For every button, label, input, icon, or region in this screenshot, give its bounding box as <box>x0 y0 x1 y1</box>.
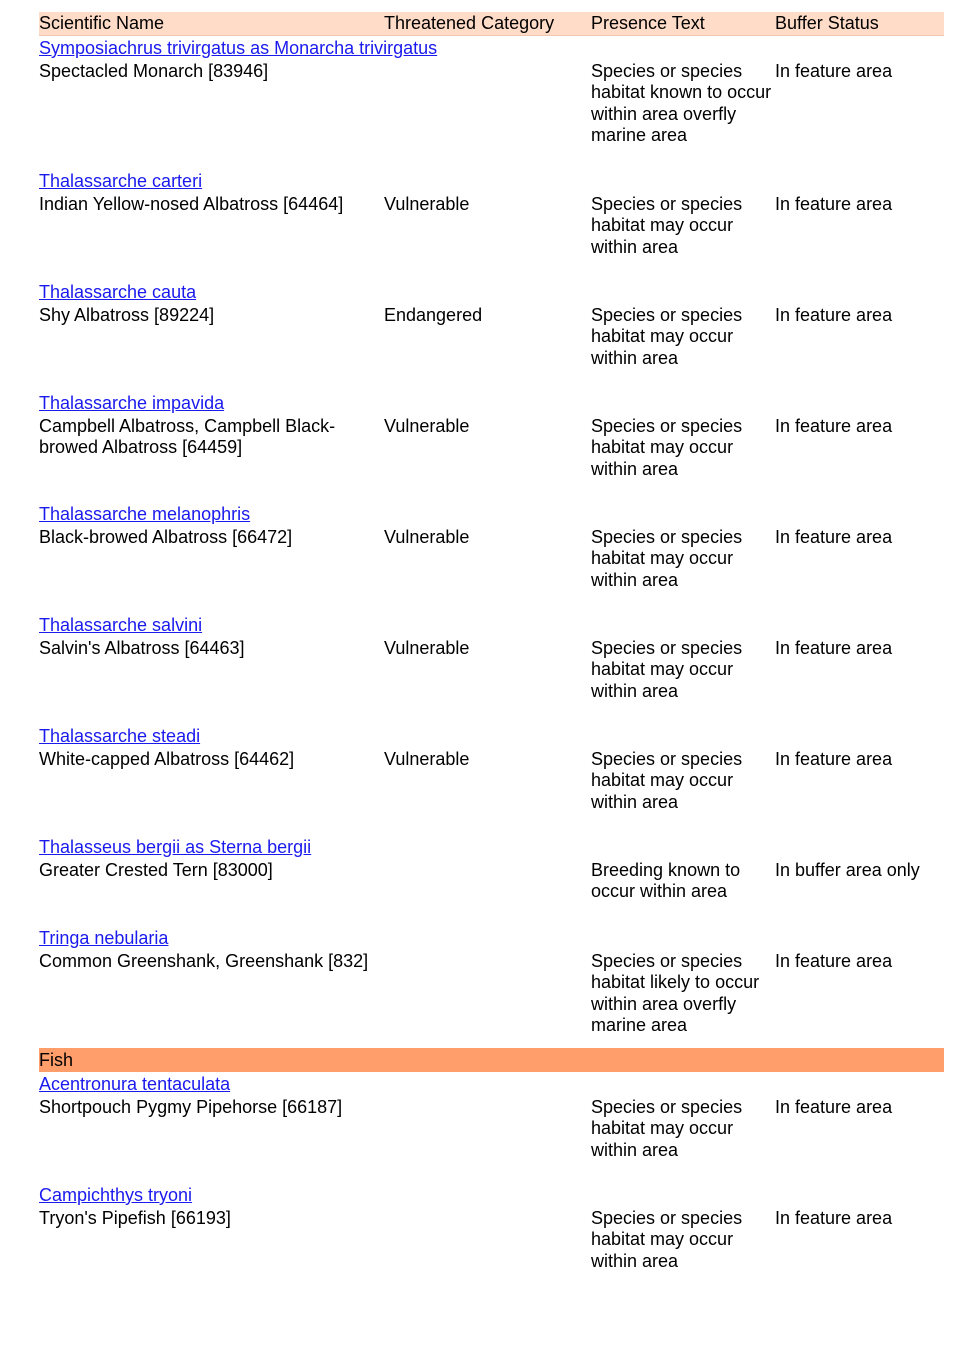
presence-text: Species or species habitat may occur within area <box>591 416 743 479</box>
species-link[interactable]: Thalassarche impavida <box>39 393 225 413</box>
species-entry <box>39 835 944 926</box>
species-entry <box>39 391 944 502</box>
threatened-category <box>384 60 591 147</box>
species-entry <box>39 613 944 724</box>
common-name: Campbell Albatross, Campbell Black-browed Albatross [64459] <box>39 416 336 458</box>
species-link[interactable]: Thalassarche melanophris <box>39 504 251 524</box>
threatened-category: Vulnerable <box>384 749 470 769</box>
threatened-category: Vulnerable <box>384 416 470 436</box>
table-header <box>39 12 944 36</box>
buffer-status: In feature area <box>775 194 893 214</box>
buffer-status: In feature area <box>775 638 893 658</box>
buffer-status: In feature area <box>775 527 893 547</box>
common-name: Tryon's Pipefish [66193] <box>39 1208 231 1228</box>
threatened-category <box>384 1096 591 1161</box>
species-entry <box>39 926 944 1048</box>
species-link[interactable]: Thalassarche steadi <box>39 726 201 746</box>
presence-text: Species or species habitat may occur within area <box>591 305 743 368</box>
species-link[interactable]: Acentronura tentaculata <box>39 1074 231 1094</box>
presence-text: Breeding known to occur within area <box>591 860 741 902</box>
header-buffer-status: Buffer Status <box>775 13 879 33</box>
threatened-category <box>384 859 591 903</box>
presence-text: Species or species habitat may occur within area <box>591 638 743 701</box>
buffer-status: In feature area <box>775 61 893 81</box>
common-name: Greater Crested Tern [83000] <box>39 860 273 880</box>
group-header-fish: Fish <box>39 1048 944 1072</box>
buffer-status: In feature area <box>775 951 893 971</box>
species-entry <box>39 502 944 613</box>
threatened-category: Vulnerable <box>384 638 470 658</box>
buffer-status: In feature area <box>775 305 893 325</box>
buffer-status: In buffer area only <box>775 860 920 880</box>
presence-text: Species or species habitat may occur within area <box>591 194 743 257</box>
buffer-status: In feature area <box>775 1208 893 1228</box>
presence-text: Species or species habitat may occur within area <box>591 1208 743 1271</box>
buffer-status: In feature area <box>775 1097 893 1117</box>
threatened-category <box>384 950 591 1037</box>
common-name: Indian Yellow-nosed Albatross [64464] <box>39 194 344 214</box>
species-table <box>39 12 944 1294</box>
header-presence-text: Presence Text <box>591 13 705 33</box>
presence-text: Species or species habitat likely to occur within area overfly marine area <box>591 951 760 1036</box>
threatened-category: Vulnerable <box>384 194 470 214</box>
header-scientific-name: Scientific Name <box>39 13 165 33</box>
common-name: White-capped Albatross [64462] <box>39 749 295 769</box>
species-entry <box>39 36 944 169</box>
buffer-status: In feature area <box>775 749 893 769</box>
common-name: Black-browed Albatross [66472] <box>39 527 293 547</box>
species-link[interactable]: Campichthys tryoni <box>39 1185 193 1205</box>
species-link[interactable]: Thalassarche cauta <box>39 282 197 302</box>
species-link[interactable]: Thalassarche salvini <box>39 615 203 635</box>
buffer-status: In feature area <box>775 416 893 436</box>
threatened-category: Endangered <box>384 305 483 325</box>
species-entry <box>39 724 944 835</box>
species-entry <box>39 280 944 391</box>
presence-text: Species or species habitat may occur within area <box>591 527 743 590</box>
threatened-category: Vulnerable <box>384 527 470 547</box>
common-name: Shy Albatross [89224] <box>39 305 215 325</box>
species-link[interactable]: Thalasseus bergii as Sterna bergii <box>39 837 312 857</box>
species-link[interactable]: Symposiachrus trivirgatus as Monarcha trivirgatus <box>39 38 438 58</box>
species-link[interactable]: Tringa nebularia <box>39 928 169 948</box>
header-threatened-category: Threatened Category <box>384 13 555 33</box>
presence-text: Species or species habitat may occur within area <box>591 1097 743 1160</box>
common-name: Salvin's Albatross [64463] <box>39 638 245 658</box>
threatened-category <box>384 1207 591 1272</box>
common-name: Common Greenshank, Greenshank [832] <box>39 951 369 971</box>
species-entry <box>39 1183 944 1294</box>
common-name: Shortpouch Pygmy Pipehorse [66187] <box>39 1097 343 1117</box>
species-link[interactable]: Thalassarche carteri <box>39 171 203 191</box>
presence-text: Species or species habitat may occur within area <box>591 749 743 812</box>
species-entry <box>39 169 944 280</box>
common-name: Spectacled Monarch [83946] <box>39 61 269 81</box>
presence-text: Species or species habitat known to occur within area overfly marine area <box>591 61 772 146</box>
species-entry <box>39 1072 944 1183</box>
